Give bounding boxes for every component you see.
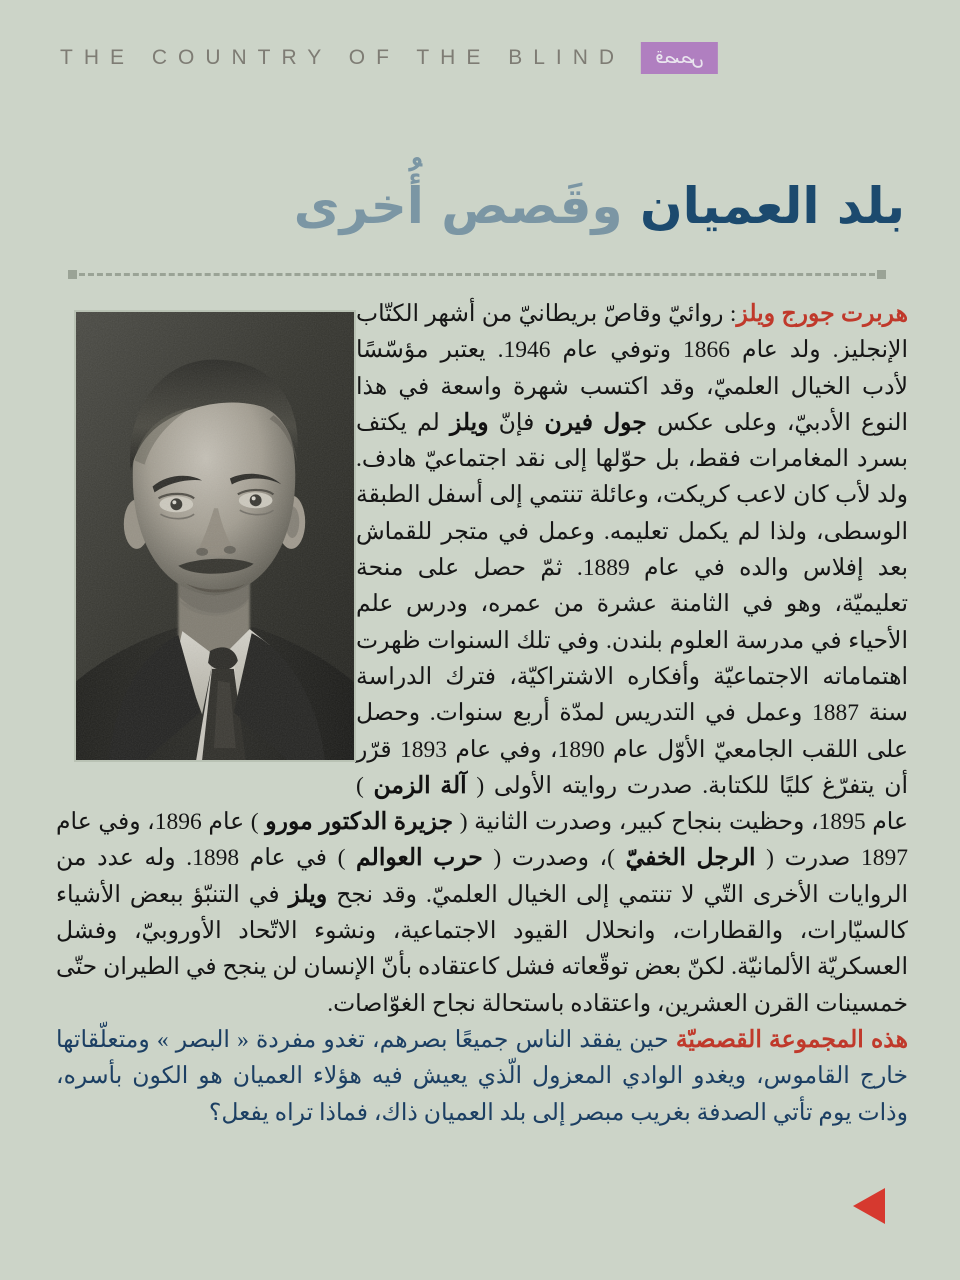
bio-bold-wells-2: ويلز [288, 881, 328, 908]
author-portrait-frame [74, 310, 356, 762]
page-title-sub: وقَصص أُخرى [293, 177, 640, 235]
book-title-doctor-moreau: جزيرة الدكتور مورو [265, 809, 454, 836]
divider [68, 270, 886, 279]
closing-text: حين يفقد الناس جميعًا بصرهم، تغدو مفردة « البصر » ومتعلّقاتها خارج القاموس، ويغدو الوادي المعزول الّذي يعيش فيه هؤلاء العميان هو الكون بأسره، وذات يوم تأتي الصدفة بغريب مبصر إلى بلد العميان ذاك، فماذا تراه يفعل؟ [56, 1026, 908, 1126]
book-title-war-of-worlds: حرب العوالم [356, 845, 483, 872]
closing-lead-in: هذه المجموعة القصصيّة [675, 1026, 908, 1053]
bio-bold-wells-1: ويلز [449, 409, 489, 436]
bio-text-7: ) في عام 1898. وله عدد من الروايات الأخرى التّي لا تنتمي إلى الخيال العلميّ. وقد نجح [56, 845, 909, 908]
header-arabic-badge: قصص [641, 42, 718, 74]
divider-line [79, 273, 875, 276]
bio-text-1: : روائيّ وقاصّ بريطانيّ من أشهر الكتّاب الإنجليز. ولد عام 1866 وتوفي عام 1946. يعتبر مؤسّسًا لأدب الخيال العلميّ، وقد اكتسب شهرة واسعة في هذا النوع الأدبيّ، وعلى عكس [356, 301, 908, 436]
bio-text-2: فإنّ [488, 409, 545, 436]
bio-text-3: لم يكتف بسرد المغامرات فقط، بل حوّلها إلى نقد اجتماعيّ هادف. ولد لأب كان لاعب كريكت، وعائلة تنتمي إلى أسفل الطبقة الوسطى، ولذا لم يكمل تعليمه. وعمل في متجر للقماش بعد إفلاس والده في عام 1889. ثمّ حصل على منحة تعليميّة، وهو في الثامنة عشرة من عمره، ودرس علم الأحياء في مدرسة العلوم بلندن. وفي تلك السنوات ظهرت اهتماماته الاجتماعيّة وأفكاره الاشتراكيّة، فترك الدراسة سنة 1887 وعمل في التدريس لمدّة أربع سنوات. وحصل على اللقب الجامعيّ الأوّل عام 1890، وفي عام 1893 قرّر أن يتفرّغ كليًا للكتابة. صدرت روايته الأولى ( [356, 409, 908, 799]
book-title-time-machine: آلة الزمن [373, 772, 467, 799]
closing-paragraph [56, 1022, 908, 1131]
bio-text-6: )، وصدرت ( [482, 845, 626, 872]
bio-text-8: في التنبّؤ ببعض الأشياء كالسيّارات، والقطارات، وانحلال القيود الاجتماعية، ونشوء الاتّحاد الأوروبيّ، وفشل العسكريّة الألمانيّة. لكنّ بعض توقّعاته فشل كاعتقاده بأنّ الإنسان لن ينجح في الطيران حتّى خمسينات القرن العشرين، واعتقاده باستحالة نجاح الغوّاصات. [56, 881, 908, 1017]
divider-cap-start [877, 270, 886, 279]
next-page-arrow-icon[interactable] [853, 1188, 885, 1224]
divider-cap-end [68, 270, 77, 279]
author-portrait [74, 310, 356, 762]
bio-text-4: ) عام 1895، وحظيت بنجاح كبير، وصدرت الثانية ( [356, 772, 908, 836]
running-header [60, 40, 900, 76]
page-title-main: بلد العميان [640, 177, 905, 235]
bio-bold-jules-verne: جول فيرن [544, 409, 647, 436]
body-text [56, 296, 908, 1131]
bio-text-5: ) عام 1896، وفي عام 1897 صدرت ( [56, 809, 908, 872]
author-portrait-image [76, 312, 354, 760]
page-title [60, 178, 905, 236]
page-title-line [60, 178, 905, 236]
author-name: هربرت جورج ويلز [736, 301, 908, 327]
running-header-title: THE COUNTRY OF THE BLIND [60, 46, 626, 69]
book-title-invisible-man: الرجل الخفيّ [625, 845, 756, 872]
